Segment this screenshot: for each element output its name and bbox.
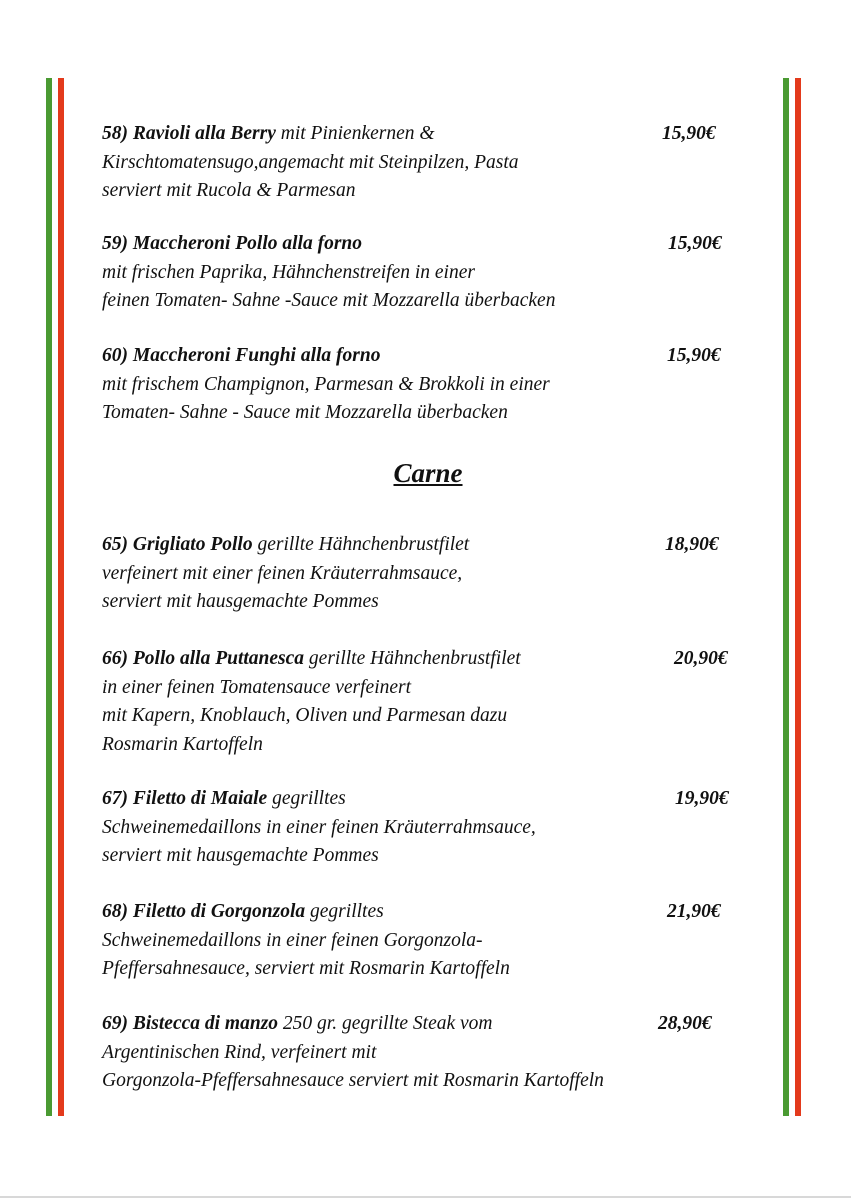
- menu-item-price: 20,90€: [674, 648, 728, 669]
- menu-item-description: serviert mit Rucola & Parmesan: [102, 180, 356, 201]
- menu-item-65: [102, 531, 752, 617]
- menu-item-first-line: [102, 230, 752, 259]
- menu-item-price: 15,90€: [668, 233, 722, 254]
- menu-item-name: 69) Bistecca di manzo: [102, 1013, 279, 1034]
- menu-item-68: [102, 898, 752, 984]
- menu-item-description: Schweinemedaillons in einer feinen Gorgonzola-: [102, 929, 483, 951]
- menu-item-description: mit frischem Champignon, Parmesan & Brokkoli in einer: [102, 373, 550, 395]
- menu-item-price: 21,90€: [667, 901, 721, 922]
- menu-item-description: Kirschtomatensugo,angemacht mit Steinpilzen, Pasta: [102, 151, 519, 173]
- menu-item-first-line: [102, 898, 752, 927]
- menu-item-67: [102, 785, 752, 871]
- menu-item-58: [102, 120, 752, 206]
- menu-item-59: [102, 230, 752, 316]
- menu-item-description: mit Pinienkernen &: [275, 123, 435, 144]
- menu-item-description: in einer feinen Tomatensauce verfeinert: [102, 676, 412, 698]
- menu-item-description: feinen Tomaten- Sahne -Sauce mit Mozzarella überbacken: [102, 290, 556, 311]
- menu-item-description: gegrilltes: [305, 901, 384, 922]
- page-bottom-divider: [0, 1196, 851, 1198]
- section-title-carne: Carne: [393, 458, 463, 488]
- right-border-red-stripe: [795, 78, 801, 1116]
- left-border-red-stripe: [58, 78, 64, 1116]
- menu-item-price: 15,90€: [667, 345, 721, 366]
- menu-item-name: 59) Maccheroni Pollo alla forno: [102, 233, 363, 254]
- menu-item-name: 67) Filetto di Maiale: [102, 788, 268, 809]
- menu-item-69: [102, 1010, 752, 1096]
- menu-item-description: Gorgonzola-Pfeffersahnesauce serviert mit Rosmarin Kartoffeln: [102, 1070, 604, 1091]
- menu-item-first-line: [102, 785, 752, 814]
- menu-item-name: 60) Maccheroni Funghi alla forno: [102, 345, 381, 366]
- menu-item-description: Tomaten- Sahne - Sauce mit Mozzarella überbacken: [102, 402, 508, 423]
- menu-item-first-line: [102, 531, 752, 560]
- menu-item-description: gerillte Hähnchenbrustfilet: [252, 534, 470, 555]
- menu-item-name: 58) Ravioli alla Berry: [102, 123, 276, 144]
- menu-item-name: 65) Grigliato Pollo: [102, 534, 253, 555]
- menu-item-name: 66) Pollo alla Puttanesca: [102, 648, 305, 669]
- menu-item-description: mit Kapern, Knoblauch, Oliven und Parmesan dazu: [102, 705, 508, 726]
- menu-item-description: mit frischen Paprika, Hähnchenstreifen in einer: [102, 261, 475, 283]
- menu-item-description: 250 gr. gegrillte Steak vom: [278, 1013, 493, 1034]
- menu-item-description: serviert mit hausgemachte Pommes: [102, 591, 379, 612]
- menu-item-first-line: [102, 120, 752, 149]
- menu-item-price: 28,90€: [658, 1013, 712, 1034]
- menu-item-price: 15,90€: [662, 123, 716, 144]
- menu-item-description: Schweinemedaillons in einer feinen Kräuterrahmsauce,: [102, 816, 536, 838]
- menu-item-price: 19,90€: [675, 788, 729, 809]
- menu-item-description: gerillte Hähnchenbrustfilet: [304, 648, 521, 669]
- menu-item-66: [102, 645, 752, 759]
- menu-item-description: verfeinert mit einer feinen Kräuterrahmsauce,: [102, 562, 463, 584]
- menu-item-description: gegrilltes: [267, 788, 346, 809]
- menu-item-first-line: [102, 1010, 752, 1039]
- menu-item-first-line: [102, 342, 752, 371]
- menu-item-description: serviert mit hausgemachte Pommes: [102, 845, 379, 866]
- menu-item-60: [102, 342, 752, 428]
- menu-item-description: Rosmarin Kartoffeln: [102, 733, 263, 755]
- menu-item-price: 18,90€: [665, 534, 719, 555]
- menu-item-name: 68) Filetto di Gorgonzola: [102, 901, 306, 922]
- menu-item-description: Pfeffersahnesauce, serviert mit Rosmarin Kartoffeln: [102, 958, 510, 979]
- menu-item-description: Argentinischen Rind, verfeinert mit: [102, 1041, 377, 1063]
- menu-item-first-line: [102, 645, 752, 674]
